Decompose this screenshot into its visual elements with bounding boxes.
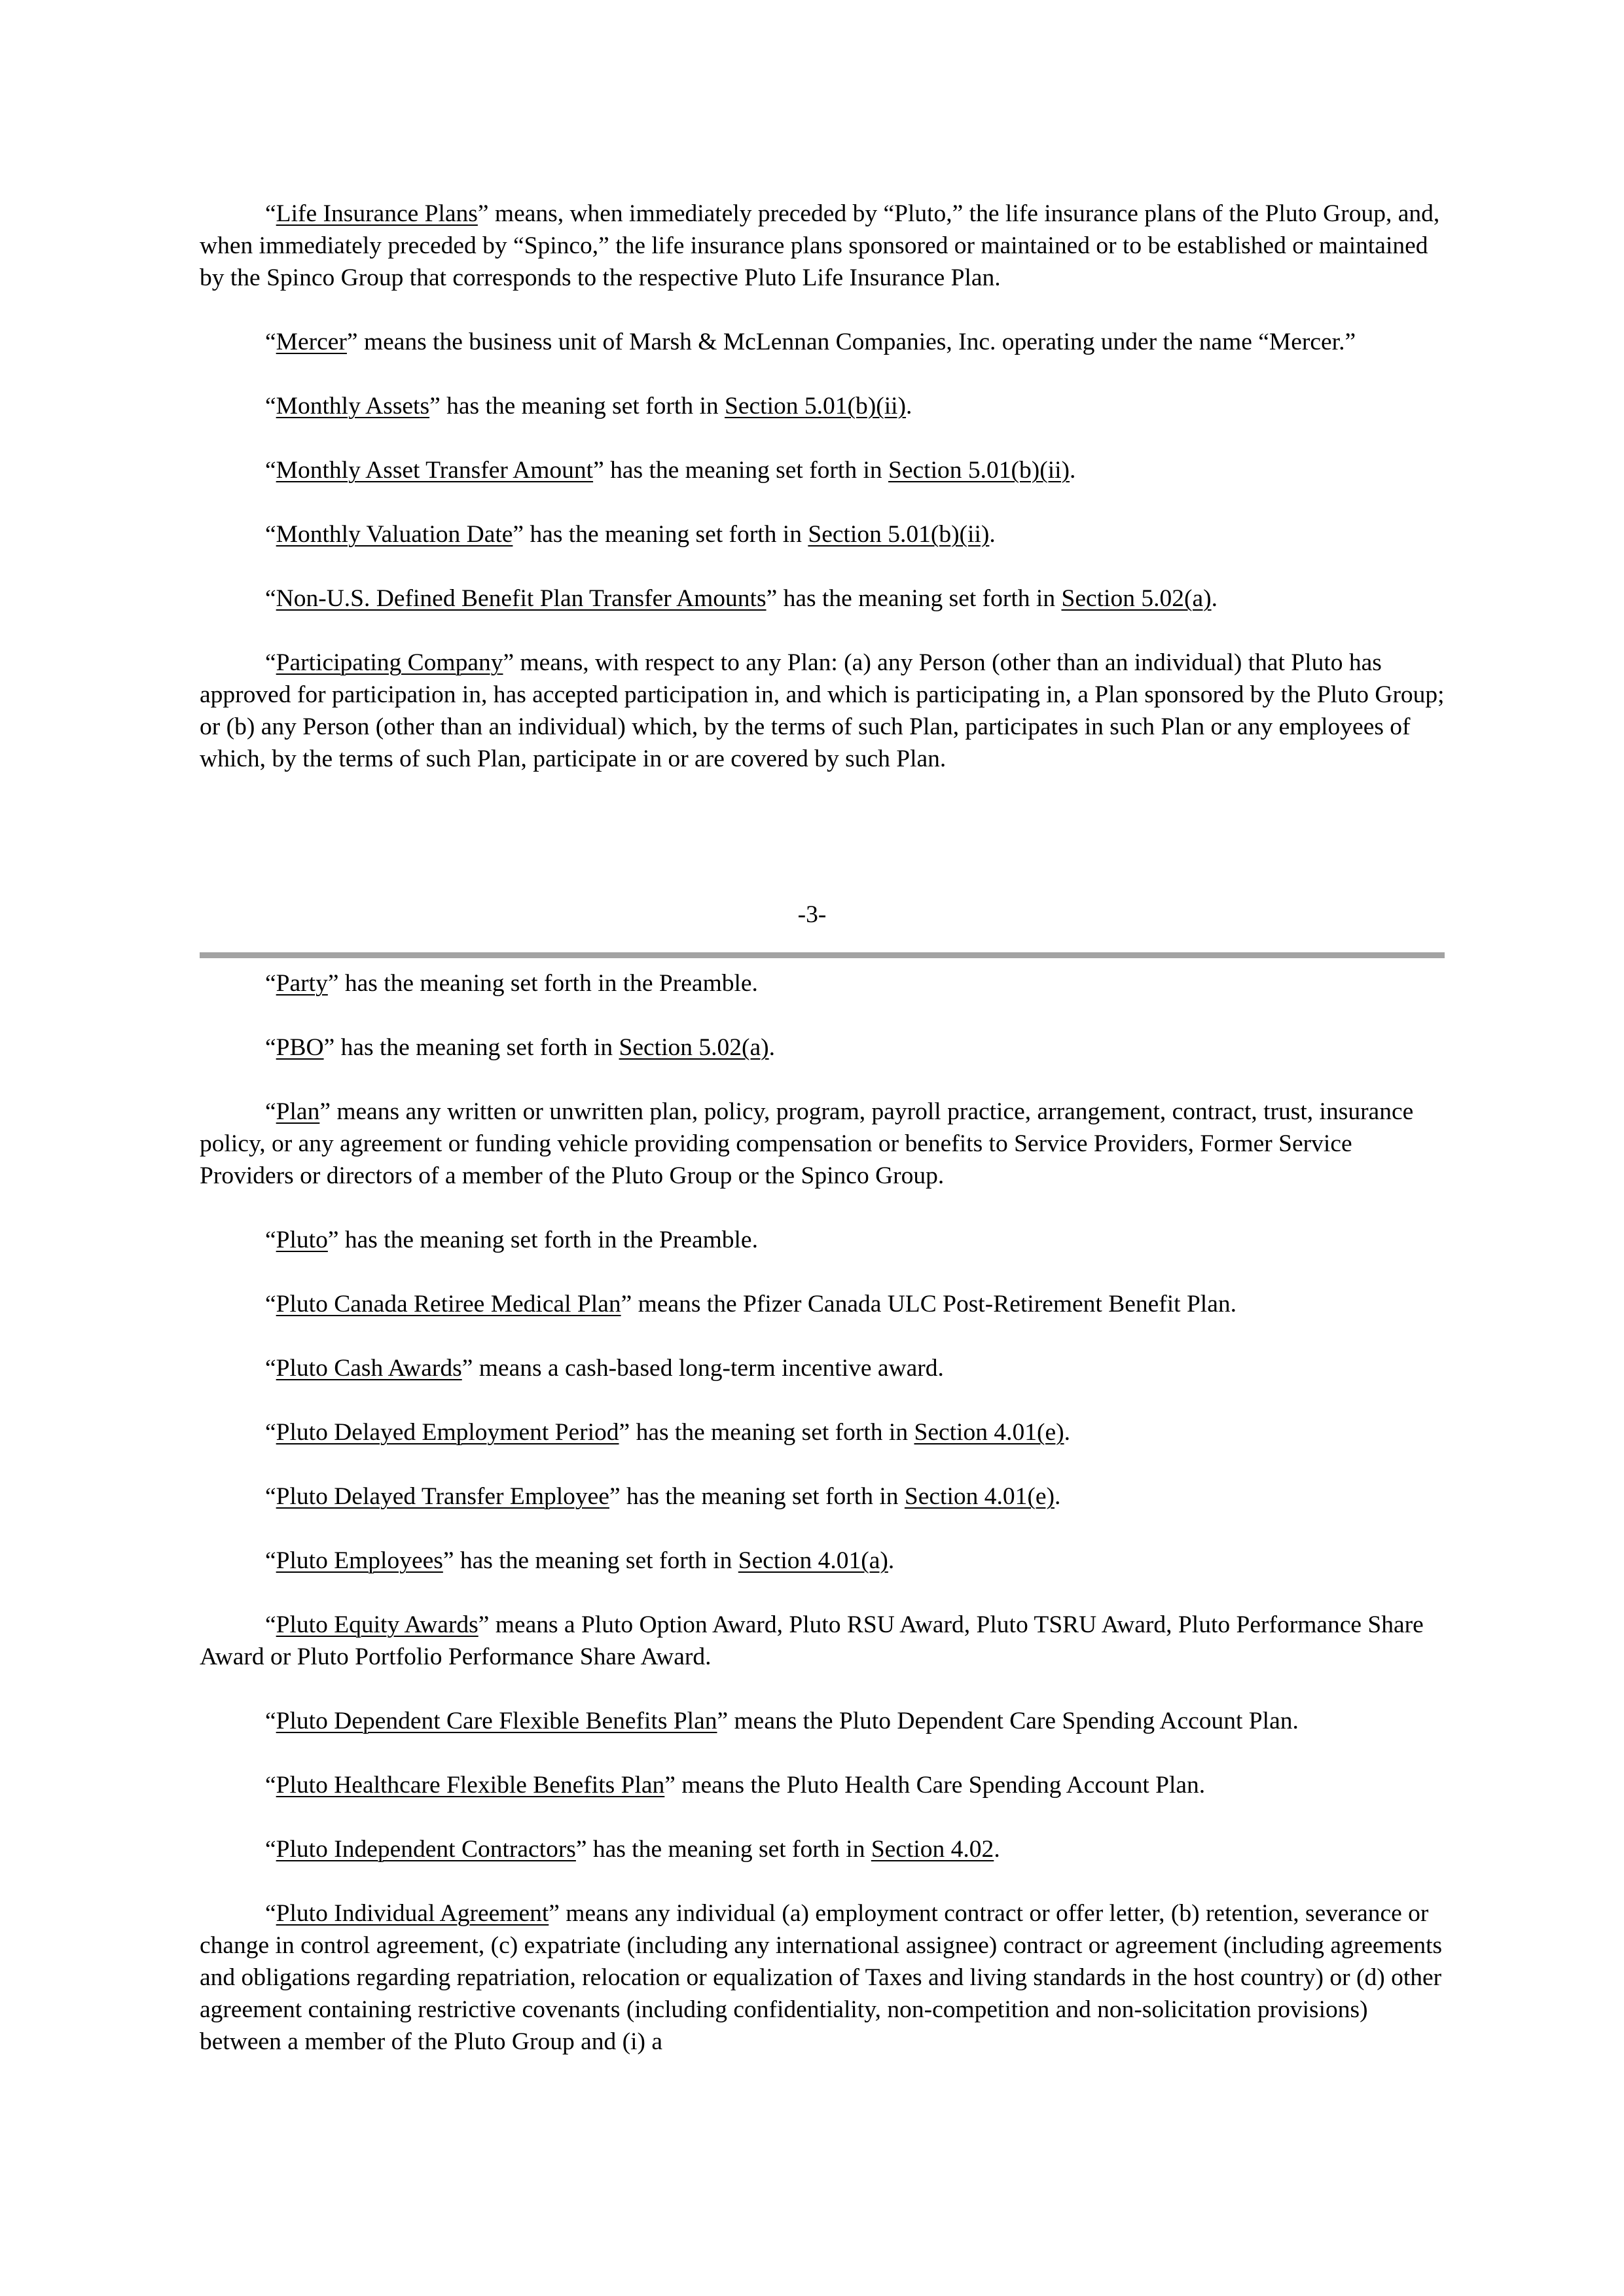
definition-text: “ <box>265 1836 276 1863</box>
definition-text: “ <box>265 1611 276 1638</box>
definition-paragraph <box>200 1416 1445 1448</box>
underlined-term: Pluto Dependent Care Flexible Benefits Plan <box>276 1708 717 1734</box>
underlined-term: Non-U.S. Defined Benefit Plan Transfer Amounts <box>276 585 767 612</box>
page-number: -3- <box>797 901 827 928</box>
definition-text: ” has the meaning set forth in the Preamble. <box>327 1227 758 1253</box>
definition-text: “ <box>265 1227 276 1253</box>
definition-text: “ <box>265 393 276 420</box>
definition-paragraph <box>200 454 1445 486</box>
definition-text: ” has the meaning set forth in <box>323 1034 619 1061</box>
definition-text: “ <box>265 1098 276 1125</box>
underlined-term: Section 4.01(e) <box>914 1419 1064 1446</box>
underlined-term: Section 4.01(a) <box>738 1547 888 1574</box>
definition-text: “ <box>265 585 276 612</box>
definition-text: . <box>906 393 912 420</box>
underlined-term: Section 4.02 <box>871 1836 994 1863</box>
definition-paragraph <box>200 1096 1445 1192</box>
definition-text: ” has the meaning set forth in <box>609 1483 905 1510</box>
definition-paragraph <box>200 198 1445 294</box>
definition-text: ” has the meaning set forth in <box>593 457 889 484</box>
underlined-term: Section 4.01(e) <box>904 1483 1055 1510</box>
definition-paragraph <box>200 967 1445 999</box>
definition-text: “ <box>265 521 276 548</box>
definition-text: ” means any individual (a) employment contract or offer letter, (b) retention, severance or change in control agreement, (c) expatriate (including any international assignee) contract or agreement (including agreements and obligations regarding repatriation, relocation or equalization of Taxes and living standards in the host country) or (d) other agreement containing restrictive covenants (including confidentiality, non-competition and non-solicitation provisions) between a member of the Pluto Group and (i) a <box>200 1900 1443 2055</box>
definition-text: ” has the meaning set forth in the Preamble. <box>327 970 758 997</box>
definition-text: ” means the business unit of Marsh & McLennan Companies, Inc. operating under the name “Mercer.” <box>346 329 1356 355</box>
definition-paragraph <box>200 1480 1445 1513</box>
underlined-term: Section 5.01(b)(ii) <box>888 457 1070 484</box>
definition-paragraph <box>200 1897 1445 2058</box>
definition-paragraph <box>200 1224 1445 1256</box>
definition-paragraph <box>200 1352 1445 1384</box>
definition-paragraph <box>200 1833 1445 1865</box>
definition-text: “ <box>265 329 276 355</box>
underlined-term: Pluto Employees <box>276 1547 443 1574</box>
underlined-term: Pluto Delayed Employment Period <box>276 1419 619 1446</box>
underlined-term: Mercer <box>276 329 347 355</box>
definition-paragraph <box>200 1031 1445 1064</box>
definition-text: ” has the meaning set forth in <box>575 1836 871 1863</box>
definition-text: ” has the meaning set forth in <box>429 393 725 420</box>
definition-paragraph <box>200 390 1445 422</box>
underlined-term: Pluto Cash Awards <box>276 1355 462 1382</box>
definition-text: ” has the meaning set forth in <box>619 1419 914 1446</box>
definition-text: ” means the Pluto Health Care Spending Account Plan. <box>664 1772 1206 1799</box>
underlined-term: Pluto Individual Agreement <box>276 1900 549 1927</box>
definition-text: “ <box>265 649 276 676</box>
definition-paragraph <box>200 326 1445 358</box>
definition-text: ” means a Pluto Option Award, Pluto RSU Award, Pluto TSRU Award, Pluto Performance Share Award or Pluto Portfolio Performance Share Award. <box>200 1611 1424 1670</box>
definition-text: “ <box>265 1419 276 1446</box>
definition-text: . <box>1211 585 1218 612</box>
definition-text: “ <box>265 1708 276 1734</box>
definition-paragraph <box>200 1609 1445 1673</box>
underlined-term: Pluto Independent Contractors <box>276 1836 576 1863</box>
underlined-term: PBO <box>276 1034 324 1061</box>
definition-text: “ <box>265 1772 276 1799</box>
definition-text: ” means the Pfizer Canada ULC Post-Retirement Benefit Plan. <box>621 1291 1236 1318</box>
definition-paragraph <box>200 1769 1445 1801</box>
definition-text: . <box>1064 1419 1070 1446</box>
page-3-definitions <box>200 198 1445 775</box>
underlined-term: Pluto Equity Awards <box>276 1611 478 1638</box>
underlined-term: Plan <box>276 1098 320 1125</box>
underlined-term: Monthly Valuation Date <box>276 521 513 548</box>
underlined-term: Monthly Assets <box>276 393 430 420</box>
definition-text: ” means any written or unwritten plan, policy, program, payroll practice, arrangement, contract, trust, insurance policy, or any agreement or funding vehicle providing compensation or benefits to Service Providers, Former Service Providers or directors of a member of the Pluto Group or the Spinco Group. <box>200 1098 1414 1189</box>
definition-text: . <box>768 1034 776 1061</box>
definition-paragraph <box>200 518 1445 550</box>
definition-text: . <box>1070 457 1076 484</box>
definition-text: “ <box>265 1034 276 1061</box>
definition-text: “ <box>265 1355 276 1382</box>
definition-text: “ <box>265 200 276 227</box>
definition-text: ” means a cash-based long-term incentive award. <box>461 1355 944 1382</box>
underlined-term: Section 5.01(b)(ii) <box>808 521 990 548</box>
definition-text: ” has the meaning set forth in <box>513 521 808 548</box>
underlined-term: Pluto Delayed Transfer Employee <box>276 1483 609 1510</box>
definition-text: “ <box>265 1547 276 1574</box>
definition-text: ” has the meaning set forth in <box>766 585 1062 612</box>
definition-text: ” means, with respect to any Plan: (a) any Person (other than an individual) that Pluto has approved for participation in, has accepted participation in, and which is participating in, a Plan sponsored by the Pluto Group; or (b) any Person (other than an individual) which, by the terms of such Plan, participates in such Plan or any employees of which, by the terms of such Plan, participate in or are covered by such Plan. <box>200 649 1445 772</box>
definition-paragraph <box>200 1288 1445 1320</box>
definition-text: “ <box>265 457 276 484</box>
underlined-term: Monthly Asset Transfer Amount <box>276 457 594 484</box>
underlined-term: Party <box>276 970 328 997</box>
definition-text: . <box>888 1547 895 1574</box>
definition-text: “ <box>265 1483 276 1510</box>
definition-text: . <box>989 521 996 548</box>
definition-text: ” means the Pluto Dependent Care Spending Account Plan. <box>717 1708 1299 1734</box>
underlined-term: Pluto Healthcare Flexible Benefits Plan <box>276 1772 665 1799</box>
definition-paragraph <box>200 583 1445 615</box>
page-4-definitions <box>200 967 1445 2058</box>
underlined-term: Pluto Canada Retiree Medical Plan <box>276 1291 621 1318</box>
definition-text: . <box>1054 1483 1061 1510</box>
underlined-term: Section 5.01(b)(ii) <box>725 393 907 420</box>
definition-text: “ <box>265 970 276 997</box>
definition-text: ” means, when immediately preceded by “Pluto,” the life insurance plans of the Pluto Group, and, when immediately preceded by “Spinco,” the life insurance plans sponsored or maintained or to be established or maintained by the Spinco Group that corresponds to the respective Pluto Life Insurance Plan. <box>200 200 1440 291</box>
page-break-rule <box>200 952 1445 958</box>
underlined-term: Participating Company <box>276 649 503 676</box>
definition-text: “ <box>265 1900 276 1927</box>
underlined-term: Section 5.02(a) <box>619 1034 769 1061</box>
definition-text: . <box>994 1836 1000 1863</box>
definition-text: ” has the meaning set forth in <box>442 1547 738 1574</box>
definition-paragraph <box>200 647 1445 775</box>
underlined-term: Section 5.02(a) <box>1061 585 1212 612</box>
definition-text: “ <box>265 1291 276 1318</box>
definition-paragraph <box>200 1705 1445 1737</box>
underlined-term: Life Insurance Plans <box>276 200 478 227</box>
definition-paragraph <box>200 1545 1445 1577</box>
underlined-term: Pluto <box>276 1227 328 1253</box>
